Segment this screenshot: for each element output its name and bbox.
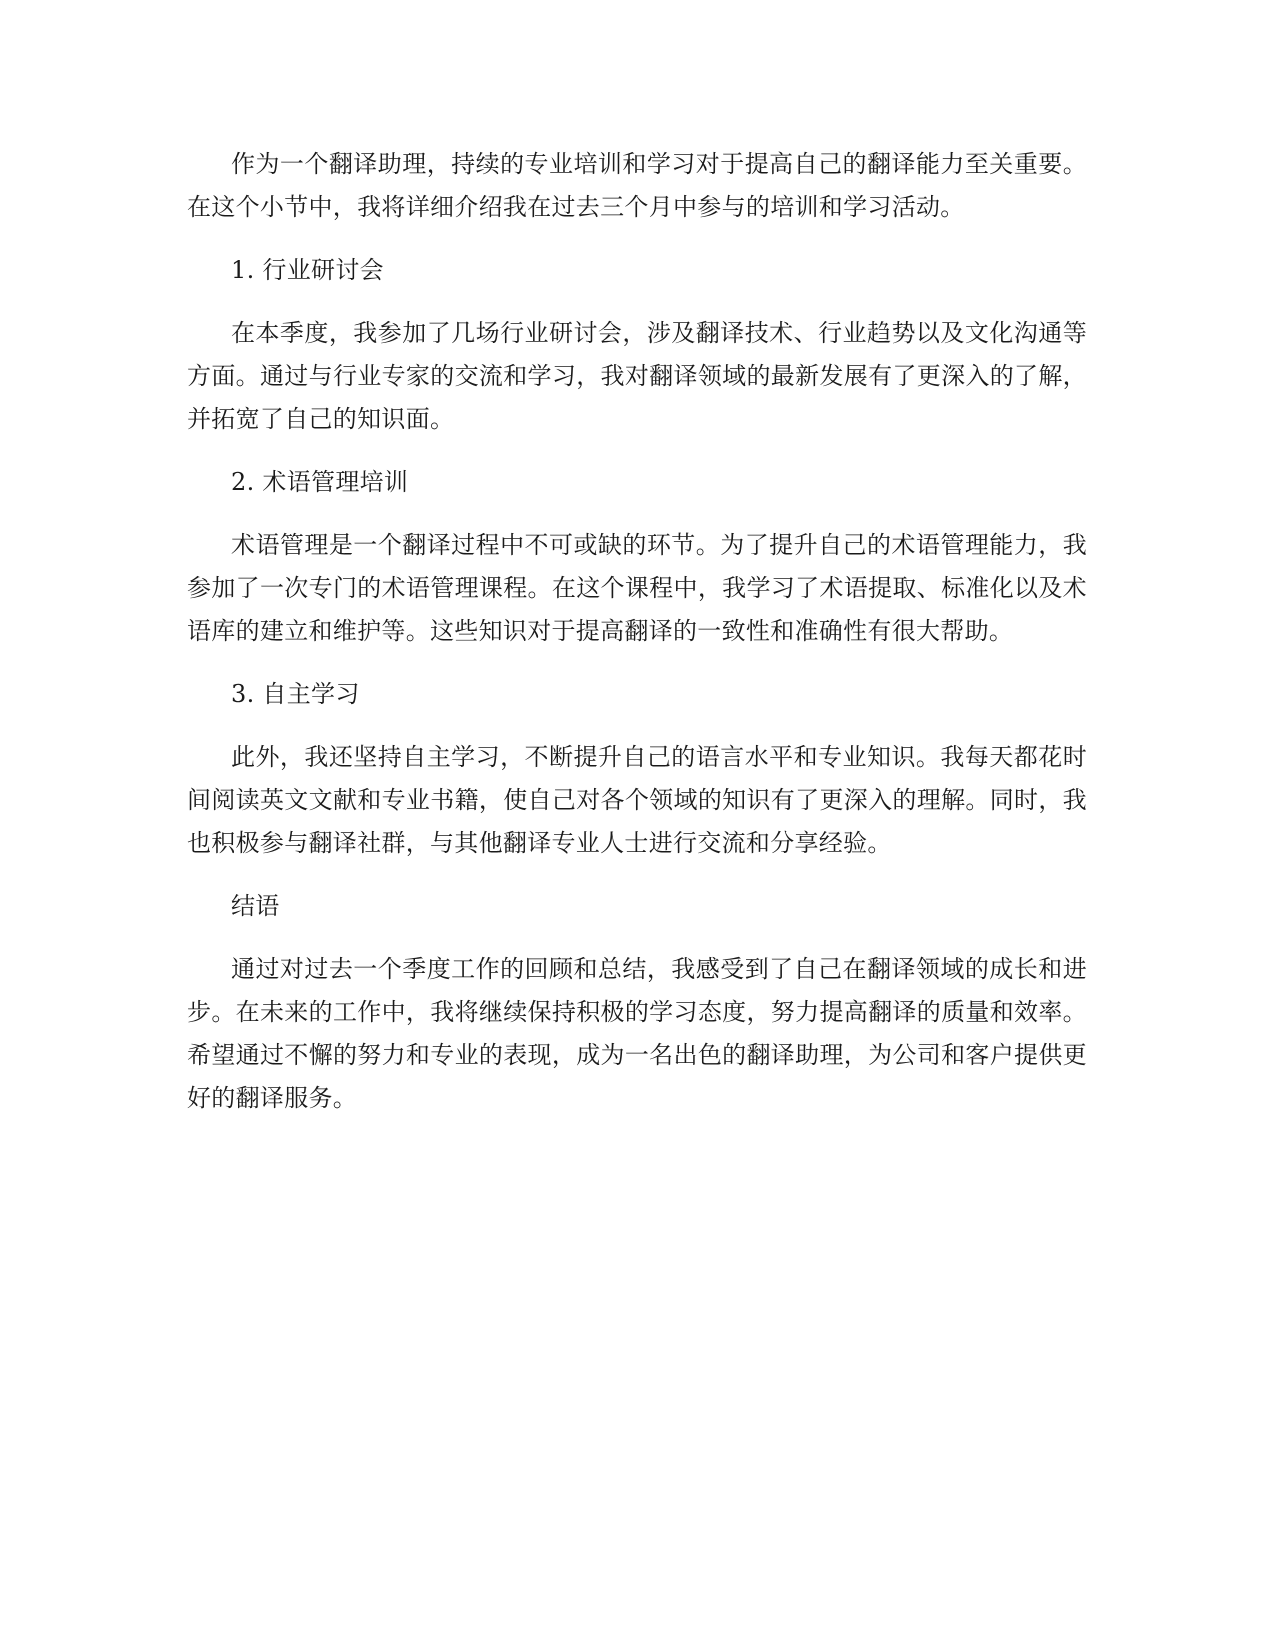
section-body-self-study: 此外，我还坚持自主学习，不断提升自己的语言水平和专业知识。我每天都花时间阅读英文文献和专业书籍，使自己对各个领域的知识有了更深入的理解。同时，我也积极参与翻译社群，与其他翻译专业人士进行交流和分享经验。: [187, 743, 1087, 857]
section-heading-terminology-training: 2. 术语管理培训: [231, 468, 409, 496]
section-heading-industry-seminars: 1. 行业研讨会: [231, 256, 384, 284]
section-body-conclusion: 通过对过去一个季度工作的回顾和总结，我感受到了自己在翻译领域的成长和进步。在未来的工作中，我将继续保持积极的学习态度，努力提高翻译的质量和效率。希望通过不懈的努力和专业的表现，成为一名出色的翻译助理，为公司和客户提供更好的翻译服务。: [187, 955, 1087, 1112]
section-heading-self-study: 3. 自主学习: [231, 680, 360, 708]
document-body: [187, 143, 1087, 1140]
section-body-terminology-training: 术语管理是一个翻译过程中不可或缺的环节。为了提升自己的术语管理能力，我参加了一次专门的术语管理课程。在这个课程中，我学习了术语提取、标准化以及术语库的建立和维护等。这些知识对于提高翻译的一致性和准确性有很大帮助。: [187, 531, 1087, 645]
intro-paragraph: 作为一个翻译助理，持续的专业培训和学习对于提高自己的翻译能力至关重要。在这个小节中，我将详细介绍我在过去三个月中参与的培训和学习活动。: [187, 150, 1087, 221]
section-body-industry-seminars: 在本季度，我参加了几场行业研讨会，涉及翻译技术、行业趋势以及文化沟通等方面。通过与行业专家的交流和学习，我对翻译领域的最新发展有了更深入的了解，并拓宽了自己的知识面。: [187, 319, 1087, 433]
section-heading-conclusion: 结语: [231, 892, 280, 920]
